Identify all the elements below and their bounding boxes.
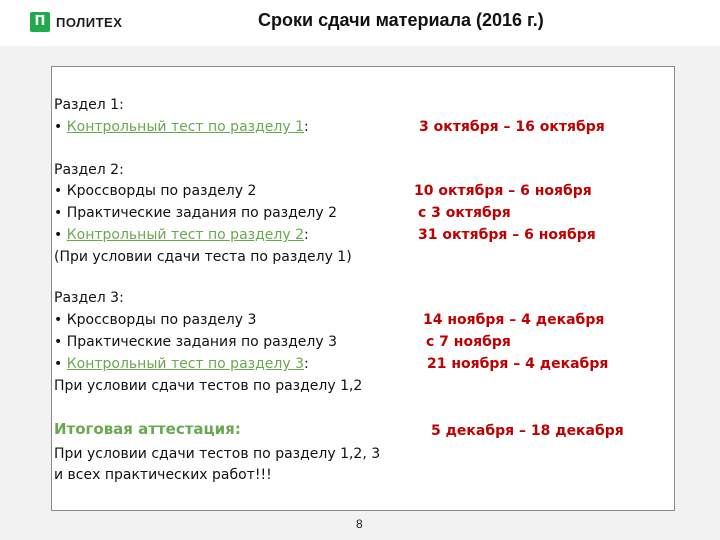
section-2-date-1: 10 октября – 6 ноября [414,183,592,199]
page-number: 8 [356,517,363,531]
section-3-item-3 [54,355,309,373]
page-title: Сроки сдачи материала (2016 г.) [258,10,544,30]
section-3-date-3: 21 ноября – 4 декабря [427,356,609,372]
bullet: • [54,356,67,372]
item-text: Кроссворды по разделу 2 [66,183,257,199]
final-note-line-1: При условии сдачи тестов по разделу 1,2, 3 [54,446,381,462]
logo [30,12,122,32]
final-heading: Итоговая аттестация: [54,420,241,438]
suffix: : [303,356,309,372]
bullet: • [54,334,67,350]
section-2-heading: Раздел 2: [54,162,124,178]
section-3-date-1: 14 ноября – 4 декабря [423,312,605,328]
section-3-item-2 [54,333,337,351]
section-3-date-2: с 7 ноября [426,334,511,350]
section-3-note: При условии сдачи тестов по разделу 1,2 [54,378,363,394]
final-date: 5 декабря – 18 декабря [431,423,624,439]
suffix: : [303,227,309,243]
section-2-date-3: 31 октября – 6 ноября [418,227,596,243]
header [0,0,720,46]
bullet: • [54,227,67,243]
section-2-note: (При условии сдачи теста по разделу 1) [54,249,352,265]
suffix: : [303,119,309,135]
bullet: • [54,119,67,135]
bullet: • [54,205,67,221]
bullet: • [54,312,67,328]
item-text: Практические задания по разделу 3 [66,334,337,350]
test-link-1[interactable]: Контрольный тест по разделу 1 [66,119,304,135]
logo-mark-icon: П [30,12,50,32]
section-2-date-2: с 3 октября [418,205,511,221]
bullet: • [54,183,67,199]
logo-text: ПОЛИТЕХ [56,14,123,30]
section-2-item-2 [54,204,337,222]
section-2-item-3 [54,226,309,244]
item-text: Практические задания по разделу 2 [66,205,337,221]
section-2-item-1 [54,182,256,200]
section-3-heading: Раздел 3: [54,290,124,306]
item-text: Кроссворды по разделу 3 [66,312,257,328]
final-note-line-2: и всех практических работ!!! [54,467,272,483]
section-3-item-1 [54,311,256,329]
test-link-2[interactable]: Контрольный тест по разделу 2 [66,227,304,243]
section-1-item-1 [54,118,309,136]
section-1-heading: Раздел 1: [54,97,124,113]
section-1-date-1: 3 октября – 16 октября [419,119,605,135]
test-link-3[interactable]: Контрольный тест по разделу 3 [66,356,304,372]
